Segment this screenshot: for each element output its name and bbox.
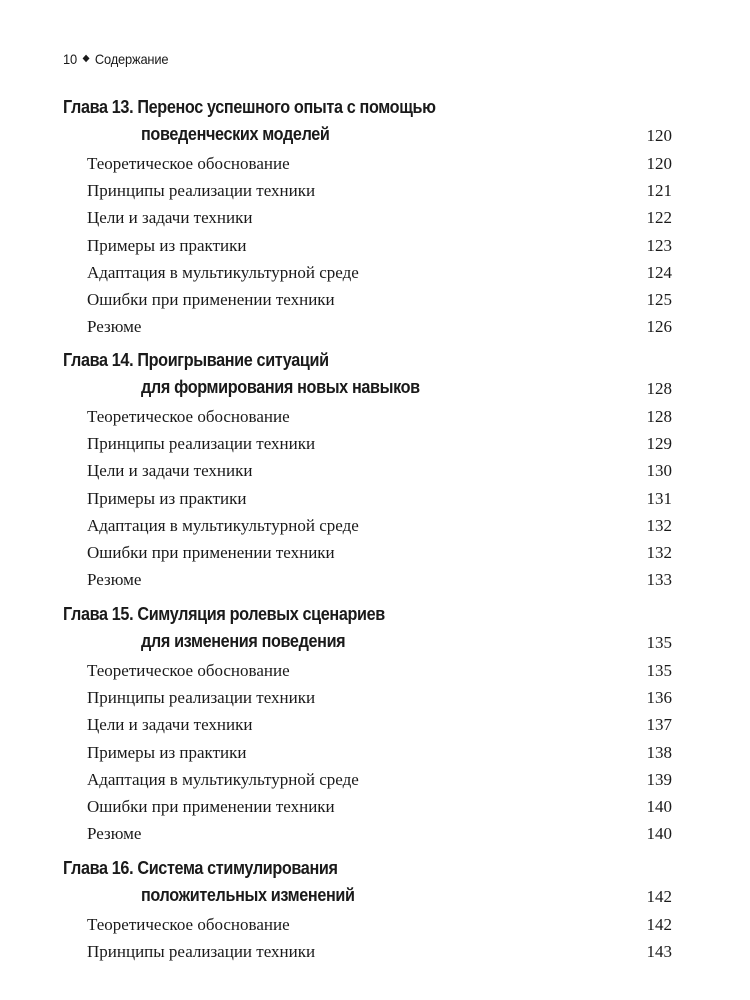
section-title: Примеры из практики [87,488,247,508]
section-title: Теоретическое обоснование [87,154,290,173]
section-page-number: 132 [646,515,672,535]
section-entry [0,208,750,232]
section-title: Адаптация в мультикультурной среде [87,515,359,535]
chapter-page-number: 128 [646,379,672,398]
running-head-title: Содержание [94,51,169,67]
section-entry [0,688,750,712]
section-entry [0,263,750,287]
section-page-number: 140 [646,824,672,844]
section-entry [0,543,750,567]
section-page-number: 143 [646,942,672,962]
section-title: Резюме [87,824,142,844]
chapter-title-line2: для формирования новых навыков [141,377,420,397]
chapter-page-number: 135 [646,633,672,652]
section-entry [0,942,750,966]
section-page-number: 137 [646,715,672,735]
section-title: Резюме [87,317,142,337]
section-page-number: 126 [646,317,672,337]
section-page-number: 138 [646,742,672,762]
section-entry [0,489,750,513]
section-entry [0,181,750,205]
section-entry [0,461,750,485]
section-title: Адаптация в мультикультурной среде [87,262,359,282]
chapter-title-line1: Глава 16. Система стимулирования [63,858,338,878]
section-entry [0,407,750,431]
section-page-number: 125 [646,290,672,309]
section-title: Цели и задачи техники [87,208,253,228]
section-title: Теоретическое обоснование [87,915,290,934]
chapter-title-line1: Глава 15. Симуляция ролевых сценариев [63,604,385,624]
section-entry [0,797,750,821]
section-entry [0,236,750,260]
section-page-number: 130 [646,461,672,481]
section-entry [0,661,750,685]
section-title: Цели и задачи техники [87,461,253,481]
section-entry [0,290,750,314]
section-page-number: 132 [646,543,672,562]
section-entry [0,770,750,794]
section-entry [0,317,750,341]
diamond-separator-icon: ◆ [82,52,90,64]
section-page-number: 124 [646,262,672,282]
section-page-number: 136 [646,688,672,708]
chapter-title-line1: Глава 14. Проигрывание ситуаций [63,350,329,370]
section-page-number: 139 [646,769,672,789]
section-page-number: 129 [646,434,672,454]
section-title: Резюме [87,570,142,590]
section-page-number: 135 [646,661,672,680]
section-entry [0,570,750,594]
section-title: Теоретическое обоснование [87,407,290,426]
chapter-title-line2: поведенческих моделей [141,124,330,144]
section-title: Примеры из практики [87,742,247,762]
running-head [63,51,168,67]
section-entry [0,715,750,739]
section-page-number: 133 [646,570,672,590]
chapter-title-line2: для изменения поведения [141,631,346,651]
section-entry [0,824,750,848]
section-title: Теоретическое обоснование [87,661,290,680]
chapter-title-line1: Глава 13. Перенос успешного опыта с помощью [63,97,436,117]
section-page-number: 122 [646,208,672,228]
section-page-number: 121 [646,181,672,201]
section-title: Принципы реализации техники [87,181,316,201]
chapter-title-line2: положительных изменений [141,885,355,905]
chapter-page-number: 120 [646,126,672,145]
section-title: Ошибки при применении техники [87,797,335,816]
section-title: Принципы реализации техники [87,688,316,708]
section-title: Примеры из практики [87,235,247,255]
page-number: 10 [63,51,77,67]
section-page-number: 120 [646,154,672,173]
section-page-number: 131 [646,488,672,508]
section-entry [0,915,750,939]
section-title: Ошибки при применении техники [87,290,335,309]
section-entry [0,154,750,178]
section-page-number: 142 [646,915,672,934]
section-title: Цели и задачи техники [87,715,253,735]
section-title: Принципы реализации техники [87,434,316,454]
section-title: Ошибки при применении техники [87,543,335,562]
section-page-number: 128 [646,407,672,426]
chapter-page-number: 142 [646,887,672,906]
section-title: Принципы реализации техники [87,942,316,962]
section-entry [0,743,750,767]
section-page-number: 140 [646,797,672,816]
section-title: Адаптация в мультикультурной среде [87,769,359,789]
section-entry [0,434,750,458]
section-entry [0,516,750,540]
section-page-number: 123 [646,235,672,255]
